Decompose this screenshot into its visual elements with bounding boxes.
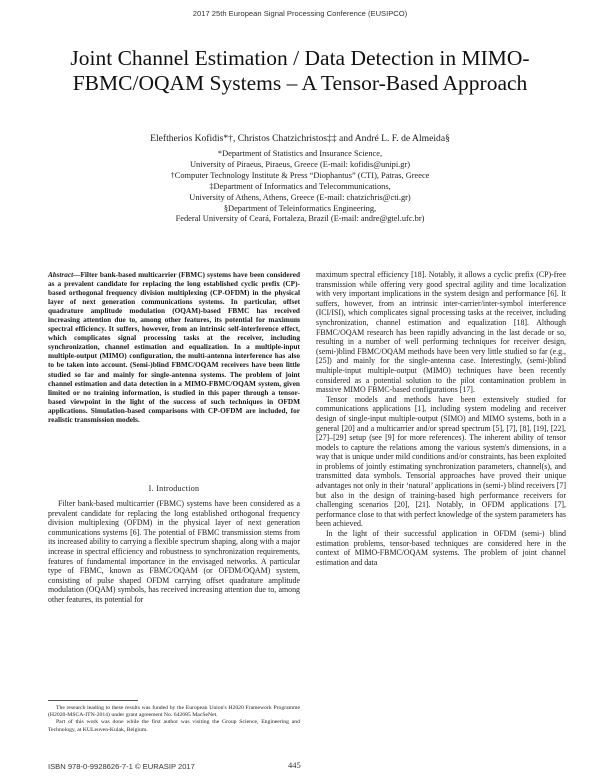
abstract	[48, 270, 300, 424]
intro-text	[48, 499, 300, 605]
footnote: The research leading to these results was funded by the European Union's H2020 Framework Programme (H2020-MSCA-ITN-2014) under grant agreement No. 642685 MacSeNet.	[48, 705, 300, 719]
conference-header: 2017 25th European Signal Processing Conference (EUSIPCO)	[192, 9, 408, 18]
footnote-divider	[48, 700, 138, 701]
paper-title: Joint Channel Estimation / Data Detection in MIMO-FBMC/OQAM Systems – A Tensor-Based Approach	[70, 46, 530, 95]
section-heading: I. Introduction	[148, 484, 200, 493]
isbn-footer: ISBN 978-0-9928626-7-1 © EURASIP 2017	[48, 762, 195, 771]
affiliation-line: ‡Department of Informatics and Telecommunications,	[209, 181, 391, 191]
affiliation-line: §Department of Teleinformatics Engineering,	[223, 203, 377, 213]
paragraph: In the light of their successful application in OFDM (semi-) blind estimation problems, tensor-based techniques are considered here in the context of MIMO-FBMC/OQAM systems. The problem of joint channel estimation and data	[316, 529, 566, 567]
right-column-text	[316, 270, 566, 567]
affiliation-line: University of Piraeus, Piraeus, Greece (E-mail: kofidis@unipi.gr)	[189, 159, 411, 169]
affiliations	[40, 149, 560, 225]
page-number: 445	[288, 760, 301, 770]
author-list: Eleftherios Kofidis*†, Christos Chatzichristos‡‡ and André L. F. de Almeida§	[150, 133, 450, 144]
affiliation-line: †Computer Technology Institute & Press “Diophantus” (CTI), Patras, Greece	[170, 170, 430, 180]
affiliation-line: University of Athens, Athens, Greece (E-mail: chatzichris@cti.gr)	[189, 192, 411, 202]
footnote: Part of this work was done while the first author was visiting the Group Science, Engineering and Technology, at KULeuven-Kulak, Belgium.	[48, 719, 300, 733]
affiliation-line: Federal University of Ceará, Fortaleza, Brazil (E-mail: andre@gtel.ufc.br)	[175, 214, 425, 224]
paragraph: Tensor models and methods have been extensively studied for communications applications [1], including system modeling and receiver design of single-input multiple-output (SIMO) and MIMO systems, both in a general [20] and a multicarrier and/or spread spectrum [5], [7], [8], [19], [22], [27]–[29] setup (see [9] for more references). The inherent ability of tensor models to capture the relations among the various system's dimensions, in a way that is unique under mild conditions and/or constraints, has been exploited in problems of jointly estimating synchronization parameters, channel(s), and transmitted data symbols. Tensorial approaches have proved their unique advantages not only in their ‘natural’ applications in (semi-) blind receivers [7] but also in the design of training-based high performance receivers for challenging scenarios [20], [21]. Notably, in OFDM applications [7], performance close to that with perfect knowledge of the system parameters has been achieved.	[316, 394, 566, 529]
abstract-label: Abstract	[48, 270, 74, 279]
paragraph: maximum spectral efficiency [18]. Notably, it allows a cyclic prefix (CP)-free transmission while offering very good spectral agility and time localization with very important implications in the system design and performance [6]. It suffers, however, from an intrinsic inter-carrier/inter-symbol interference (ICI/ISI), which complicates signal processing tasks at the receiver, including synchronization, channel estimation and equalization [18]. Although FBMC/OQAM research has been rapidly advancing in the last decade or so, resulting in a number of well performing techniques for receiver design, (semi-)blind FBMC/OQAM methods have been very little studied so far (e.g., [25]) and mainly for the single-antenna case. Interestingly, (semi-)blind multiple-input multiple-output (MIMO) techniques have been recently considered as a potential solution to the pilot contamination problem in massive MIMO FBMC-based configurations [17].	[316, 270, 566, 395]
footnotes	[48, 705, 300, 734]
paragraph: Filter bank-based multicarrier (FBMC) systems have been considered as a prevalent candidate for replacing the long established orthogonal frequency division multiplexing (OFDM) in the physical layer of next generation communications systems [6]. The potential of FBMC transmission stems from its increased ability to carrying a flexible spectrum shaping, along with a major increase in spectral efficiency and robustness to synchronization requirements, features of fundamental importance in the envisaged networks. A particular type of FBMC, known as FBMC/OQAM (or OFDM/OQAM) system, consisting of pulse shaped OFDM carrying offset quadrature amplitude modulation (OQAM) symbols, has received increasing attention due to, among other features, its potential for	[48, 499, 300, 604]
abstract-text: —Filter bank-based multicarrier (FBMC) systems have been considered as a prevalent candidate for replacing the long established cyclic prefix (CP)-based orthogonal frequency division multiplexing (CP-OFDM) in the physical layer of next generation communications systems. In particular, offset quadrature amplitude modulation (OQAM)-based FBMC has received increasing attention due to, among other features, its potential for maximum spectral efficiency. It suffers, however, from an intrinsic self-interference effect, which complicates signal processing tasks at the receiver, including synchronization, channel estimation and equalization. In a multiple-input multiple-output (MIMO) configuration, the multi-antenna interference has also to be taken into account. (Semi-)blind FBMC/OQAM receivers have been little studied so far and mainly for single-antenna systems. The problem of joint channel estimation and data detection in a MIMO-FBMC/OQAM system, given limited or no training information, is studied in this paper through a tensor-based viewpoint in the light of the success of such techniques in OFDM applications. Simulation-based comparisons with CP-OFDM are included, for realistic transmission models.	[48, 270, 300, 424]
affiliation-line: *Department of Statistics and Insurance Science,	[217, 149, 383, 158]
